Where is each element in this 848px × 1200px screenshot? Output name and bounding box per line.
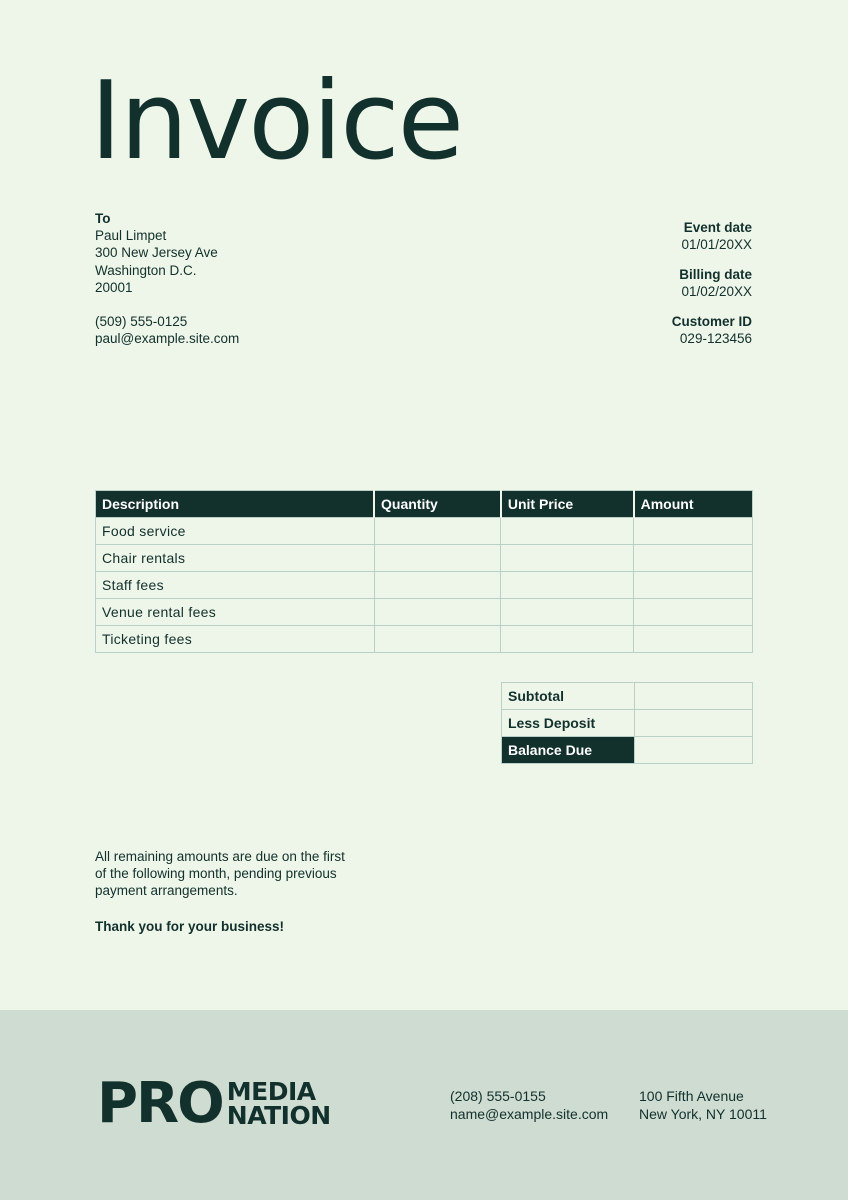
recipient-address-line1: 300 New Jersey Ave: [95, 245, 218, 261]
footer-contact: [450, 1087, 608, 1123]
cell-description[interactable]: Chair rentals: [96, 545, 375, 572]
cell-unit-price[interactable]: [501, 599, 634, 626]
footer-email: name@example.site.com: [450, 1106, 609, 1122]
cell-quantity[interactable]: [374, 626, 501, 653]
column-header-amount: Amount: [634, 491, 753, 518]
column-header-description: Description: [96, 491, 375, 518]
line-items-table: [95, 490, 753, 653]
logo-stack: [226, 1077, 331, 1130]
cell-description[interactable]: Ticketing fees: [96, 626, 375, 653]
footer-address: [639, 1087, 767, 1123]
page-title: Invoice: [90, 59, 463, 184]
thank-you-message: Thank you for your business!: [95, 919, 285, 934]
event-date-label: Event date: [683, 220, 752, 235]
event-date-value: 01/01/20XX: [681, 237, 752, 252]
column-header-unit-price: Unit Price: [501, 491, 634, 518]
invoice-meta: [672, 219, 752, 360]
cell-quantity[interactable]: [374, 545, 501, 572]
cell-quantity[interactable]: [374, 572, 501, 599]
cell-amount[interactable]: [634, 599, 753, 626]
balance-due-label: Balance Due: [502, 737, 635, 764]
footer-address-line1: 100 Fifth Avenue: [639, 1088, 744, 1104]
logo-line1: MEDIA: [226, 1077, 316, 1106]
totals-table: [501, 682, 753, 764]
recipient-address-line2: Washington D.C.: [95, 262, 197, 278]
cell-amount[interactable]: [634, 545, 753, 572]
cell-unit-price[interactable]: [501, 626, 634, 653]
table-row: [96, 572, 753, 599]
subtotal-value[interactable]: [635, 683, 753, 710]
billing-date: [672, 266, 752, 300]
cell-quantity[interactable]: [374, 518, 501, 545]
cell-unit-price[interactable]: [501, 572, 634, 599]
recipient-email: paul@example.site.com: [95, 331, 240, 347]
recipient-phone: (509) 555-0125: [95, 314, 188, 330]
cell-description[interactable]: Food service: [96, 518, 375, 545]
cell-description[interactable]: Staff fees: [96, 572, 375, 599]
deposit-value[interactable]: [635, 710, 753, 737]
customer-id-value: 029-123456: [679, 331, 752, 346]
logo-main-text: PRO: [97, 1071, 223, 1136]
payment-notes: [95, 848, 355, 935]
table-row: [96, 545, 753, 572]
event-date: [672, 219, 752, 253]
customer-id-label: Customer ID: [671, 314, 752, 329]
recipient-postal-code: 20001: [95, 279, 133, 295]
cell-amount[interactable]: [634, 572, 753, 599]
cell-amount[interactable]: [634, 518, 753, 545]
cell-quantity[interactable]: [374, 599, 501, 626]
cell-unit-price[interactable]: [501, 518, 634, 545]
customer-id: [672, 313, 752, 347]
balance-due-row: [502, 737, 753, 764]
footer-phone: (208) 555-0155: [450, 1088, 546, 1104]
cell-unit-price[interactable]: [501, 545, 634, 572]
deposit-label: Less Deposit: [502, 710, 635, 737]
subtotal-label: Subtotal: [502, 683, 635, 710]
billing-date-label: Billing date: [679, 267, 752, 282]
recipient-block: [95, 210, 239, 347]
footer-address-line2: New York, NY 10011: [639, 1106, 767, 1122]
deposit-row: [502, 710, 753, 737]
table-header-row: [96, 491, 753, 518]
subtotal-row: [502, 683, 753, 710]
recipient-label: To: [95, 211, 111, 226]
footer: [0, 1010, 848, 1200]
table-row: [96, 518, 753, 545]
cell-description[interactable]: Venue rental fees: [96, 599, 375, 626]
table-row: [96, 626, 753, 653]
balance-due-value[interactable]: [635, 737, 753, 764]
recipient-name: Paul Limpet: [95, 228, 167, 244]
logo-line2: NATION: [226, 1101, 331, 1130]
billing-date-value: 01/02/20XX: [681, 284, 752, 299]
cell-amount[interactable]: [634, 626, 753, 653]
payment-terms: All remaining amounts are due on the first of the following month, pending previous payment arrangements.: [95, 849, 345, 898]
column-header-quantity: Quantity: [374, 491, 501, 518]
company-logo: [97, 1071, 331, 1136]
table-row: [96, 599, 753, 626]
